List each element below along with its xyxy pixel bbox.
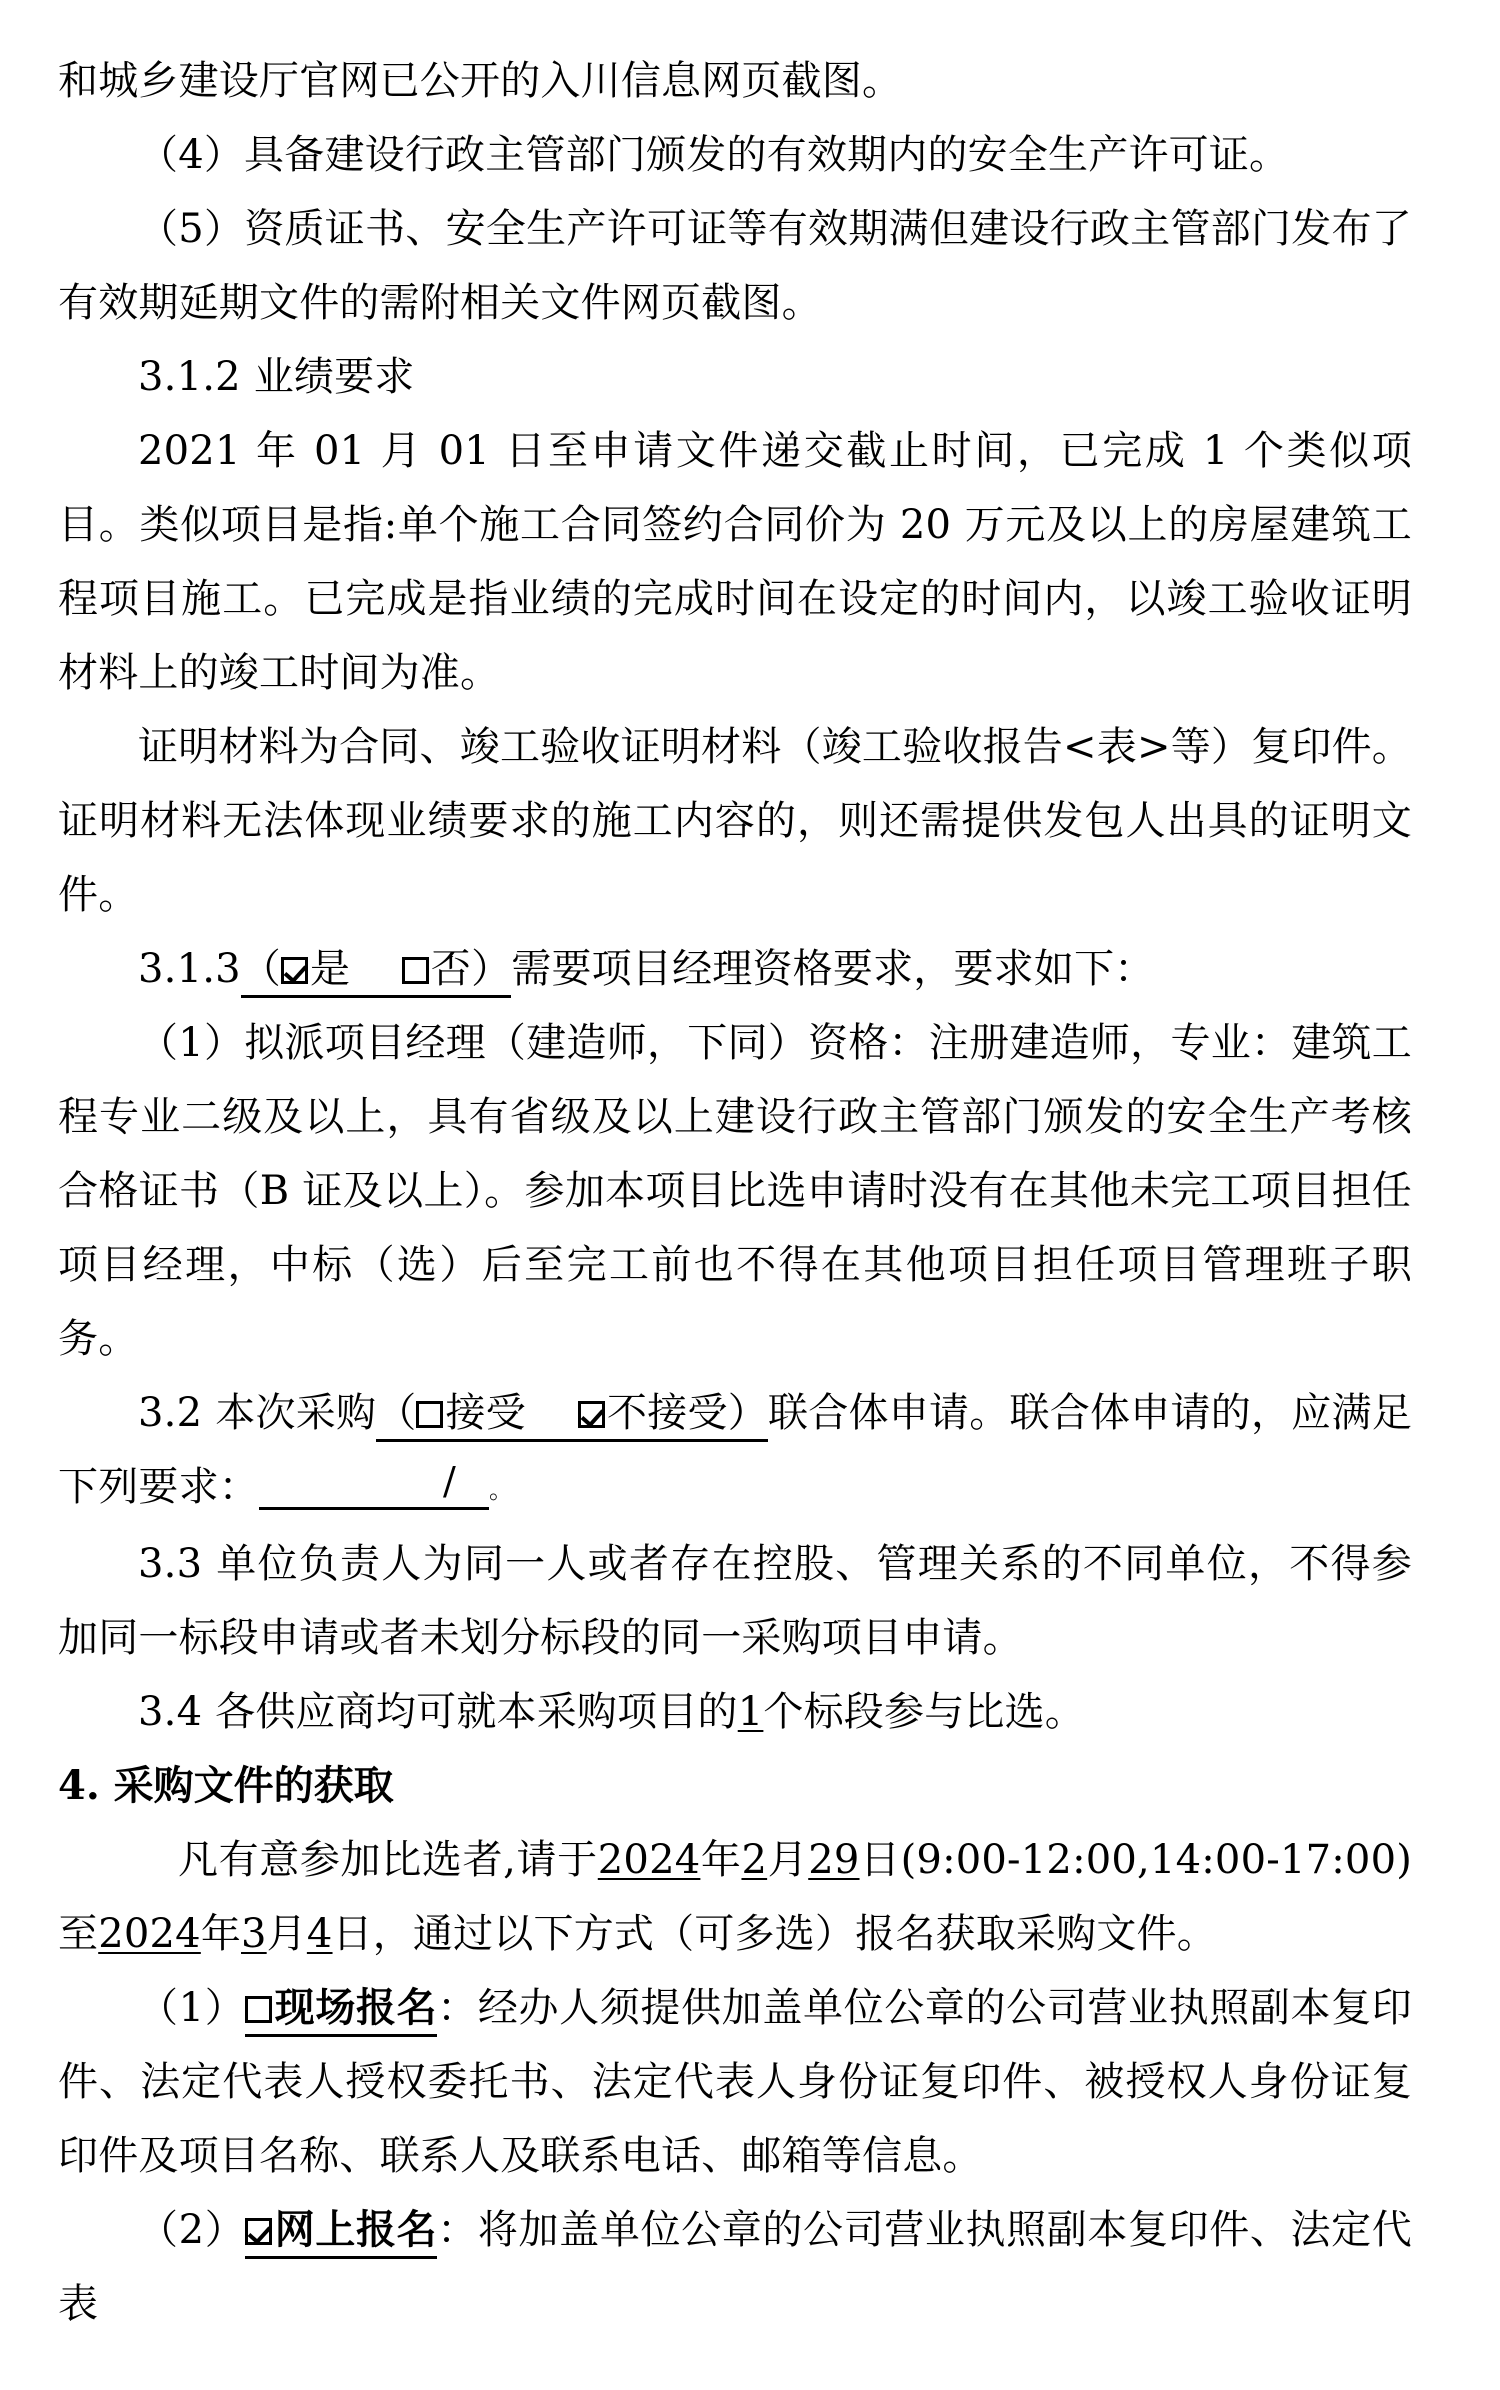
performance-start-day: 01 (438, 428, 490, 474)
label-pm-required-no: 否 (430, 946, 472, 992)
text-3-2-lead: 本次采购 (215, 1390, 377, 1436)
paragraph-3-1-3-item-1: （1）拟派项目经理（建造师，下同）资格：注册建造师，专业：建筑工程专业二级及以上，具有省级及以上建设行政主管部门颁发的安全生产考核合格证书（B 证及以上）。参加本项目比选申请时没有在其他未完工项目担任项目经理，中标（选）后至完工前也不得在其他项目担任项目管理班子职务。 (58, 1020, 1412, 1362)
paragraph-3-1-3 (58, 932, 1412, 1006)
text-3-2-tail: 联合体申请。联合体申请的，应满足下列要求： (58, 1390, 1412, 1510)
paragraph-item-4: （4）具备建设行政主管部门颁发的有效期内的安全生产许可证。 (138, 132, 1290, 178)
unit-month-end: 月 (266, 1911, 307, 1957)
text-4-to: 至 (58, 1911, 99, 1957)
paragraph-3-1-2-body (58, 414, 1412, 710)
paren-close-3-1-3: ） (471, 946, 512, 992)
paragraph-item-5: （5）资质证书、安全生产许可证等有效期满但建设行政主管部门发布了有效期延期文件的需附相关文件网页截图。 (58, 206, 1412, 326)
start-day-value: 29 (808, 1837, 860, 1883)
checkbox-pm-required-no[interactable] (402, 957, 429, 984)
checkbox-online-registration[interactable] (245, 2218, 272, 2245)
text-3-4-lead: 3.4 各供应商均可就本采购项目的 (138, 1689, 738, 1735)
unit-day-end: 日 (332, 1911, 373, 1957)
unit-month-1: 月 (380, 428, 424, 474)
paren-open-3-2: （ (376, 1390, 417, 1436)
office-hours: (9:00-12:00,14:00-17:00) (900, 1837, 1413, 1883)
text-4-lead: 凡有意参加比选者,请于 (178, 1837, 598, 1883)
section-number-3-2: 3.2 (138, 1390, 203, 1436)
label-onsite-registration: 现场报名 (274, 1984, 438, 2031)
unit-year-start: 年 (700, 1837, 742, 1883)
paragraph-3-1-2-proof: 证明材料为合同、竣工验收证明材料（竣工验收报告<表>等）复印件。证明材料无法体现业绩要求的施工内容的，则还需提供发包人出具的证明文件。 (58, 724, 1412, 918)
paren-close-3-2: ） (727, 1390, 768, 1436)
online-registration-option (245, 2207, 437, 2259)
start-year-value: 2024 (597, 1837, 701, 1883)
label-online-registration: 网上报名 (274, 2206, 438, 2253)
paragraph-registration-onsite (58, 1971, 1412, 2193)
start-month-value: 2 (741, 1837, 768, 1883)
checkbox-pm-required-yes[interactable] (281, 957, 308, 984)
unit-year-1: 年 (255, 428, 299, 474)
marker-registration-2: （2） (138, 2207, 246, 2253)
onsite-registration-option (245, 1985, 437, 2037)
checkbox-onsite-registration[interactable] (245, 1996, 272, 2023)
text-4-tail: ，通过以下方式（可多选）报名获取采购文件。 (372, 1911, 1217, 1957)
heading-3-1-2: 3.1.2 业绩要求 (138, 354, 415, 400)
end-day-value: 4 (306, 1911, 333, 1957)
body-onsite-registration: ：经办人须提供加盖单位公章的公司营业执照副本复印件、法定代表人授权委托书、法定代表人身份证复印件、被授权人身份证复印件及项目名称、联系人及联系电话、邮箱等信息。 (58, 1985, 1412, 2179)
pm-requirement-choice-group (241, 946, 511, 998)
consortium-requirements-blank[interactable] (259, 1463, 489, 1510)
performance-start-month: 01 (313, 428, 366, 474)
checkbox-consortium-accept[interactable] (416, 1401, 443, 1428)
paragraph-continued: 和城乡建设厅官网已公开的入川信息网页截图。 (58, 58, 903, 104)
section-number-3-1-3: 3.1.3 (138, 946, 241, 992)
paragraph-3-2 (58, 1376, 1412, 1527)
contract-amount: 20 (899, 502, 952, 548)
heading-section-4: 4. 采购文件的获取 (58, 1762, 394, 1809)
end-year-value: 2024 (98, 1911, 201, 1957)
performance-start-year: 2021 (138, 428, 241, 474)
period-3-2: 。 (489, 1476, 514, 1504)
label-pm-required-yes: 是 (309, 946, 351, 992)
label-consortium-reject: 不接受 (606, 1390, 728, 1436)
paragraph-registration-online (58, 2193, 1412, 2341)
performance-text-2: 个类似项目。类似项目是指:单个施工合同签约合同价为 (58, 428, 1413, 548)
paragraph-section-4-body (58, 1823, 1412, 1971)
unit-year-end: 年 (200, 1911, 242, 1957)
paragraph-3-4 (58, 1675, 1412, 1749)
unit-day-start: 日 (859, 1837, 901, 1883)
similar-project-count: 1 (1202, 428, 1229, 474)
text-3-1-3-tail: 需要项目经理资格要求，要求如下： (511, 946, 1155, 992)
paren-open-3-1-3: （ (240, 946, 281, 992)
checkbox-consortium-reject[interactable] (578, 1401, 605, 1428)
consortium-choice-group (376, 1390, 768, 1442)
performance-text-3: 万元及以上的房屋建筑工程项目施工。已完成是指业绩的完成时间在设定的时间内，以竣工验收证明材料上的竣工时间为准。 (58, 502, 1412, 696)
end-month-value: 3 (241, 1911, 267, 1957)
label-consortium-accept: 接受 (445, 1390, 527, 1436)
body-online-registration: ：将加盖单位公章的公司营业执照副本复印件、法定代表 (58, 2207, 1412, 2327)
paragraph-3-3: 3.3 单位负责人为同一人或者存在控股、管理关系的不同单位，不得参加同一标段申请或者未划分标段的同一采购项目申请。 (58, 1541, 1412, 1661)
marker-registration-1: （1） (138, 1985, 246, 2031)
text-3-4-tail: 个标段参与比选。 (763, 1689, 1085, 1735)
lot-count-value: 1 (737, 1689, 764, 1735)
performance-text-1: 日至申请文件递交截止时间，已完成 (505, 428, 1188, 474)
unit-month-start: 月 (767, 1837, 809, 1883)
